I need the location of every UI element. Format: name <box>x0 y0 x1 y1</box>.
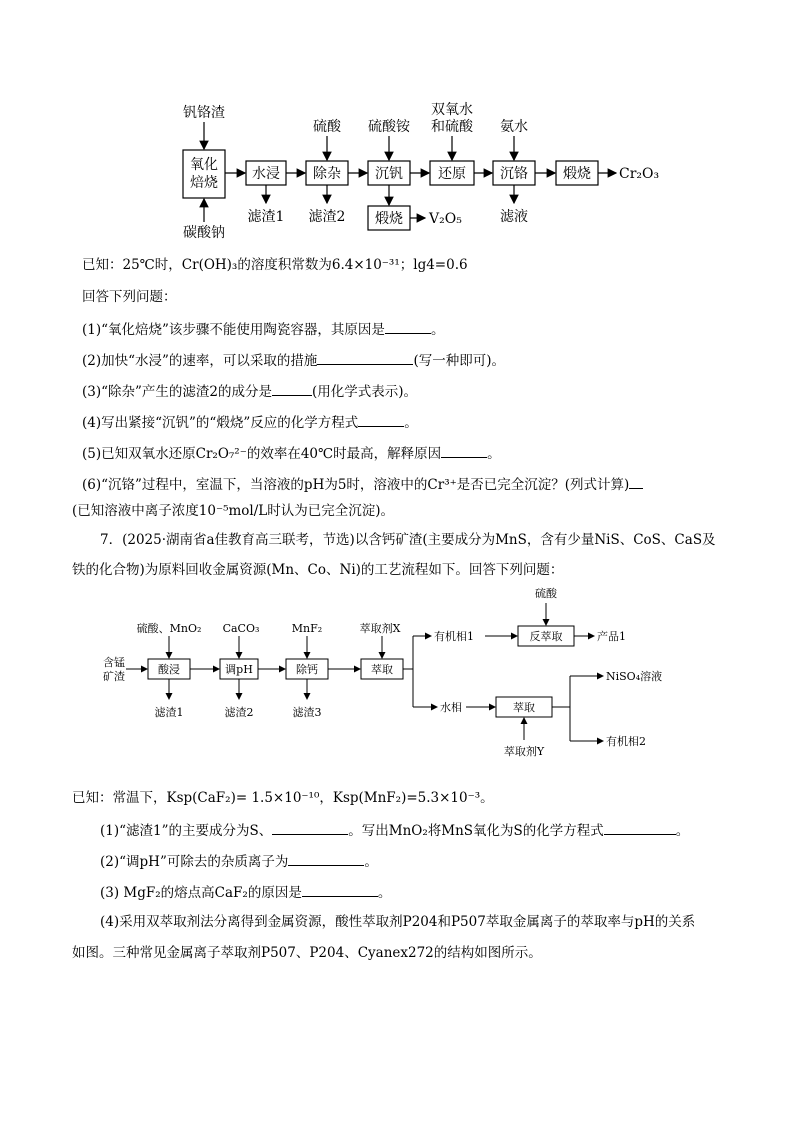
label-aqueous-phase: 水相 <box>440 701 462 714</box>
q7-q3-period: 。 <box>377 885 392 901</box>
label-product-1: 产品1 <box>597 630 626 643</box>
q7-q3-text: (3) MgF₂的熔点高CaF₂的原因是 <box>100 885 302 901</box>
box-calcine-2: 煅烧 <box>375 211 403 227</box>
q7-question-3 <box>100 882 391 902</box>
q6-intro: 回答下列问题： <box>82 289 177 305</box>
q6-q2-tail: (写一种即可)。 <box>413 353 505 369</box>
flowchart-2 <box>0 580 800 770</box>
label-residue-2: 滤渣2 <box>224 706 254 719</box>
q6-q1-text: (1)“氧化焙烧”该步骤不能使用陶瓷容器，其原因是 <box>82 322 385 338</box>
box-oxidation-line2: 焙烧 <box>190 175 218 191</box>
q6-question-6-note: (已知溶液中离子浓度10⁻⁵mol/L时认为已完全沉淀)。 <box>72 503 395 519</box>
q6-question-3 <box>82 381 417 401</box>
box-extract: 萃取 <box>371 663 393 676</box>
answer-blank[interactable] <box>272 381 312 396</box>
q6-q3-text: (3)“除杂”产生的滤渣2的成分是 <box>82 384 273 400</box>
label-organic-phase-1: 有机相1 <box>434 630 474 643</box>
box-remove-impurity: 除杂 <box>313 166 341 182</box>
label-h2o2-line1: 双氧水 <box>431 102 473 118</box>
q7-q1-mid: 。写出MnO₂将MnS氧化为S的化学方程式 <box>348 823 604 839</box>
box-extract-2: 萃取 <box>513 701 535 714</box>
label-feed-line1: 含锰 <box>103 656 125 669</box>
q6-q5-text: (5)已知双氧水还原Cr₂O₇²⁻的效率在40℃时最高，解释原因 <box>82 446 442 462</box>
label-niso4-solution: NiSO₄溶液 <box>606 670 663 683</box>
q7-q2-period: 。 <box>364 854 378 870</box>
q6-q4-text: (4)写出紧接“沉钒”的“煅烧”反应的化学方程式 <box>82 415 359 431</box>
answer-blank[interactable] <box>629 474 643 489</box>
product-v2o5: V₂O₅ <box>429 211 462 227</box>
label-residue-3: 滤渣3 <box>292 706 322 719</box>
q7-question-2 <box>100 851 378 871</box>
label-ammonia: 氨水 <box>500 119 528 135</box>
q6-q5-period: 。 <box>487 446 501 462</box>
q6-q3-tail: (用化学式表示)。 <box>312 384 418 400</box>
label-feed-line2: 矿渣 <box>103 670 125 683</box>
label-filtrate: 滤液 <box>500 209 528 225</box>
box-oxidation-line1: 氧化 <box>190 157 218 173</box>
label-h2o2-line2: 和硫酸 <box>431 119 473 135</box>
answer-blank[interactable] <box>288 851 364 866</box>
q6-question-1 <box>82 319 444 339</box>
box-remove-calcium: 除钙 <box>296 663 318 676</box>
box-calcine: 煅烧 <box>563 166 591 182</box>
q7-q2-text: (2)“调pH”可除去的杂质离子为 <box>100 854 289 870</box>
label-residue-1: 滤渣1 <box>247 209 285 225</box>
label-extractant-x: 萃取剂X <box>359 622 401 635</box>
label-mnf2: MnF₂ <box>291 622 323 635</box>
q7-question-4-line1: (4)采用双萃取剂法分离得到金属资源，酸性萃取剂P204和P507萃取金属离子的萃取率与pH的关系 <box>100 914 696 930</box>
box-precipitate-v: 沉钒 <box>375 166 403 182</box>
product-cr2o3: Cr₂O₃ <box>619 166 660 182</box>
q7-known: 已知：常温下，Ksp(CaF₂)= 1.5×10⁻¹⁰，Ksp(MnF₂)=5.3×10⁻³。 <box>72 790 494 806</box>
q6-q4-period: 。 <box>404 415 418 431</box>
label-caco3: CaCO₃ <box>222 622 260 635</box>
label-residue-2: 滤渣2 <box>308 209 346 225</box>
label-acid-mno2: 硫酸、MnO₂ <box>136 622 202 635</box>
q7-question-4-line2: 如图。三种常见金属离子萃取剂P507、P204、Cyanex272的结构如图所示。 <box>72 945 542 961</box>
q6-q2-text: (2)加快“水浸”的速率，可以采取的措施 <box>82 353 318 369</box>
box-reduce: 还原 <box>438 166 466 182</box>
box-back-extract: 反萃取 <box>529 630 563 643</box>
label-sodium-carbonate: 碳酸钠 <box>183 225 225 241</box>
answer-blank[interactable] <box>317 350 413 365</box>
q6-question-2 <box>82 350 505 370</box>
q6-q1-period: 。 <box>430 322 445 338</box>
label-sulfuric-acid: 硫酸 <box>313 119 341 135</box>
label-residue-1: 滤渣1 <box>154 706 184 719</box>
answer-blank[interactable] <box>302 882 378 897</box>
answer-blank[interactable] <box>385 319 431 334</box>
q6-q6-text: (6)“沉铬”过程中，室温下，当溶液的pH为5时，溶液中的Cr³⁺是否已完全沉淀？(列式计算) <box>82 477 630 493</box>
q7-q1-text: (1)“滤渣1”的主要成分为S、 <box>100 823 273 839</box>
flowchart-1 <box>0 0 800 250</box>
label-organic-phase-2: 有机相2 <box>606 735 646 748</box>
q7-intro-line2: 铁的化合物)为原料回收金属资源(Mn、Co、Ni)的工艺流程如下。回答下列问题： <box>72 562 564 578</box>
label-raw-material: 钒铬渣 <box>183 105 225 121</box>
q6-question-6 <box>82 474 643 494</box>
answer-blank[interactable] <box>604 820 676 835</box>
q7-question-1 <box>100 820 689 840</box>
answer-blank[interactable] <box>358 412 404 427</box>
q6-question-4 <box>82 412 418 432</box>
label-h2so4: 硫酸 <box>535 587 557 600</box>
box-adjust-ph: 调pH <box>225 663 253 676</box>
answer-blank[interactable] <box>441 443 487 458</box>
q6-known: 已知：25℃时，Cr(OH)₃的溶度积常数为6.4×10⁻³¹；lg4=0.6 <box>82 257 468 273</box>
box-acid-leach: 酸浸 <box>158 663 180 676</box>
answer-blank[interactable] <box>272 820 348 835</box>
box-water-leach: 水浸 <box>252 166 280 182</box>
q7-q1-period: 。 <box>675 823 690 839</box>
box-precipitate-cr: 沉铬 <box>500 166 528 182</box>
q7-intro-line1: 7．(2025·湖南省a佳教育高三联考，节选)以含钙矿渣(主要成分为MnS，含有少量NiS、CoS、CaS及 <box>100 532 716 548</box>
label-extractant-y: 萃取剂Y <box>503 745 545 758</box>
label-ammonium-sulfate: 硫酸铵 <box>368 119 410 135</box>
q6-question-5 <box>82 443 501 463</box>
